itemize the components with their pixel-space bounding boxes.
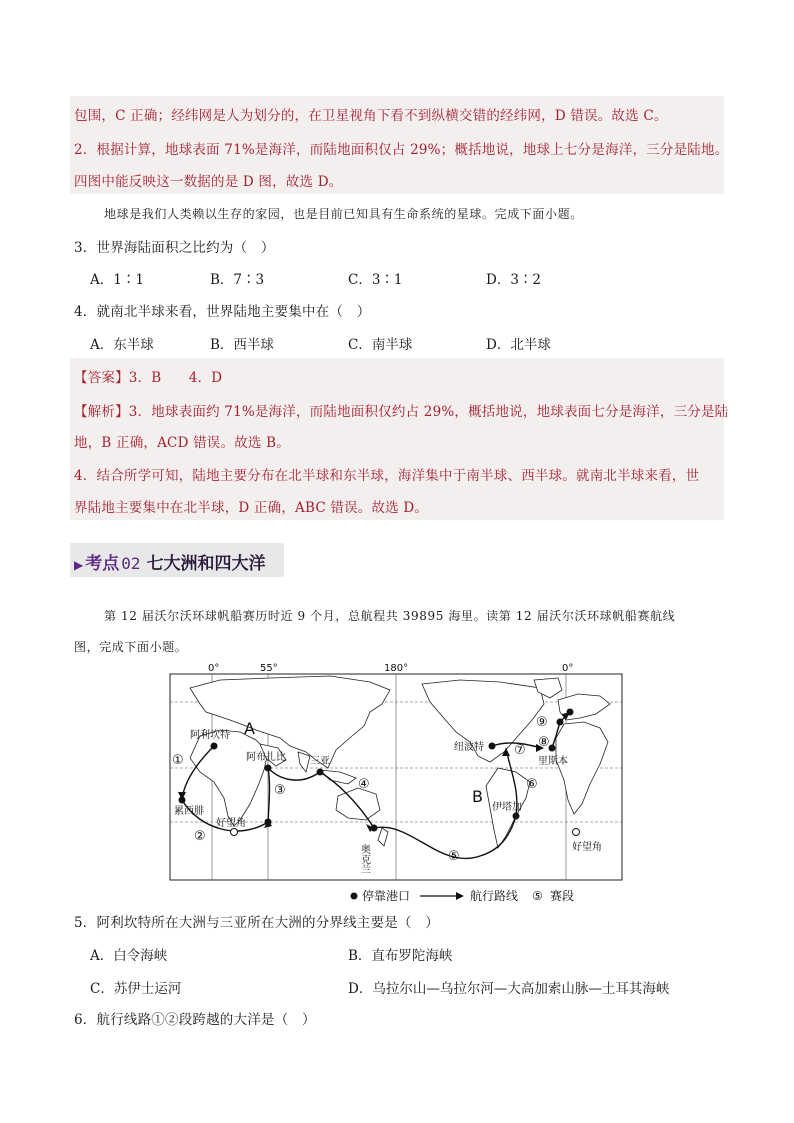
legend-route-label: 航行路线 xyxy=(470,889,519,903)
question-3-option-a[interactable]: A．1∶1 xyxy=(90,272,144,288)
analysis-line-2: 地，B 正确，ACD 错误。故选 B。 xyxy=(74,435,290,451)
section-label: 考点 xyxy=(85,554,120,574)
question-5-option-a[interactable]: A．白令海峡 xyxy=(90,948,168,964)
legend-segment-label: 赛段 xyxy=(550,889,575,903)
section-arrow-icon: ▶ xyxy=(74,558,84,572)
lon-label-180: 180° xyxy=(384,663,409,674)
legend-segment-symbol: ⑤ xyxy=(532,889,543,903)
question-intro: 地球是我们人类赖以生存的家园，也是目前已知具有生命系统的星球。完成下面小题。 xyxy=(104,207,583,221)
prev-explanation-line-2: 2．根据计算，地球表面 71%是海洋，而陆地面积仅占 29%；概括地说，地球上七分是海洋，三分是陆地。 xyxy=(74,142,729,158)
question-6-stem: 6．航行线路①②段跨越的大洋是（ ） xyxy=(74,1012,316,1028)
lon-label-0-right: 0° xyxy=(562,663,574,674)
section-number: 02 xyxy=(121,554,141,573)
question-5-stem: 5．阿利坎特所在大洲与三亚所在大洲的分界线主要是（ ） xyxy=(74,915,439,931)
map-letter-b: B xyxy=(472,787,483,806)
lon-label-0: 0° xyxy=(208,663,220,674)
port-abu-dhabi: 阿布扎比 xyxy=(246,752,286,763)
port-itajai: 伊塔加 xyxy=(492,802,522,813)
analysis-line-4: 界陆地主要集中在北半球，D 正确，ABC 错误。故选 D。 xyxy=(74,500,429,516)
map-intro-line-1: 第 12 届沃尔沃环球帆船赛历时近 9 个月，总航程共 39895 海里。读第 12 届沃尔沃环球帆船赛航线 xyxy=(104,609,676,623)
segment-8: ⑧ xyxy=(538,735,550,750)
port-newport: 纽波特 xyxy=(454,742,484,753)
section-heading xyxy=(74,549,266,574)
sailing-route-map xyxy=(160,660,630,908)
port-alicante: 阿利坎特 xyxy=(190,730,230,741)
map-letter-a: A xyxy=(244,719,255,738)
question-5-option-d[interactable]: D．乌拉尔山—乌拉尔河—大高加索山脉—土耳其海峡 xyxy=(348,981,670,997)
lon-label-55: 55° xyxy=(260,663,278,674)
segment-5: ⑤ xyxy=(448,849,460,864)
prev-explanation-line-1: 包围，C 正确；经纬网是人为划分的，在卫星视角下看不到纵横交错的经纬网，D 错误。故选 C。 xyxy=(74,108,668,124)
question-4-option-d[interactable]: D．北半球 xyxy=(486,337,551,353)
segment-2: ② xyxy=(194,829,206,844)
section-name: 七大洲和四大洋 xyxy=(146,554,266,574)
question-5-option-c[interactable]: C．苏伊士运河 xyxy=(90,981,182,997)
cape-marker-left xyxy=(231,829,238,836)
segment-7: ⑦ xyxy=(514,743,526,758)
port-cape-good-hope-right: 好望角 xyxy=(572,842,602,853)
port-cape-good-hope-left: 好望角 xyxy=(216,818,246,829)
segment-4: ④ xyxy=(358,777,370,792)
question-4-stem: 4．就南北半球来看，世界陆地主要集中在（ ） xyxy=(74,304,371,320)
question-3-option-d[interactable]: D．3∶2 xyxy=(486,272,542,288)
legend-port-label: 停靠港口 xyxy=(362,889,411,903)
analysis-line-1: 【解析】3．地球表面约 71%是海洋，而陆地面积仅约占 29%，概括地说，地球表面七分是海洋，三分是陆 xyxy=(74,404,729,420)
map-intro-line-2: 图，完成下面小题。 xyxy=(74,640,188,654)
question-3-option-c[interactable]: C．3∶1 xyxy=(348,272,403,288)
segment-3: ③ xyxy=(274,783,286,798)
port-lisbon: 里斯本 xyxy=(538,756,568,767)
question-4-option-a[interactable]: A．东半球 xyxy=(90,337,154,353)
legend-port-icon xyxy=(351,893,358,900)
cape-marker-right xyxy=(573,829,580,836)
question-4-option-b[interactable]: B．西半球 xyxy=(210,337,274,353)
answer-line: 【答案】3．B 4．D xyxy=(74,370,223,386)
analysis-line-3: 4．结合所学可知，陆地主要分布在北半球和东半球，海洋集中于南半球、西半球。就南北半球来看，世 xyxy=(74,468,700,484)
segment-9: ⑨ xyxy=(536,715,548,730)
question-5-option-b[interactable]: B．直布罗陀海峡 xyxy=(348,948,453,964)
question-3-option-b[interactable]: B．7∶3 xyxy=(210,272,265,288)
question-3-stem: 3．世界海陆面积之比约为（ ） xyxy=(74,240,275,256)
port-sanya: 三亚 xyxy=(310,756,330,767)
segment-6: ⑥ xyxy=(526,777,538,792)
port-recife: 累西腓 xyxy=(174,806,204,817)
port-auckland: 奥克兰 xyxy=(358,844,370,874)
segment-1: ① xyxy=(172,753,184,768)
question-4-option-c[interactable]: C．南半球 xyxy=(348,337,413,353)
prev-explanation-line-3: 四图中能反映这一数据的是 D 图，故选 D。 xyxy=(74,174,343,190)
